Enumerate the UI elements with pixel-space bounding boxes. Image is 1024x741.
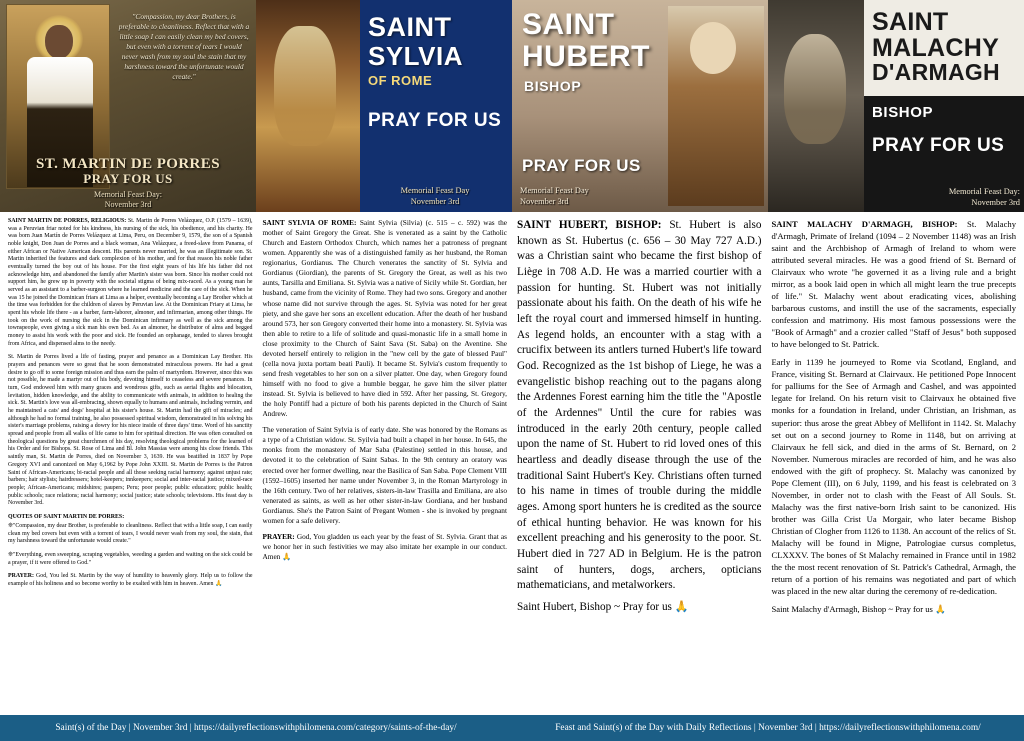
card-quote: "Compassion, my dear Brothers, is preferable to cleanliness. Reflect that with a little soap I can easily clean my bed covers, but even with a torrent of tears I would never wash from my soul the stain that my harshness toward the unfortunate would create." <box>118 12 250 81</box>
paragraph <box>517 600 762 616</box>
paragraph-body: Early in 1139 he journeyed to Rome via Scotland, England, and France, visiting St. Bernard at Clairvaux. He petitioned Pope Innocent for palliums for the See of Armagh and Cashel, and was appointed legate for Ireland. On his return visit to Clairvaux he obtained five monks for a foundation in Ireland, under Christian, an Irishman, as superior: thus arose the great Abbey of Mellifont in 1142. St. Malachy set out on a second journey to Rome in 1148, but on arriving at Clairvaux he fell sick, and died in the arms of St. Bernard, on 2 November. Numerous miracles are recorded of him, and he was also endowed with the gift of prophecy. St. Malachy was canonized by Pope Clement (III), on 6 July, 1199, and his feast is celebrated on 3 November, in order not to clash with the Feast of All Souls. St. Malachy was the first native-born Irish saint to be canonized. His brother was Gilla Crist Ua Morgair, who later became Bishop Christian of Clogher from 1126 to 1138. An account of the relics of St. Malachy will be found in Migne, Patrologiae cursus completus, CLXXXV. The bones of St Malachy remained in France until in 1982 the the most recent renovation of St. Patrick's Cathedral, Armagh, the return of a portion of his remains was negotiated and part of which was placed in the new altar during the ceremony of re-dedication. <box>771 357 1016 596</box>
prayer-body: God, You gladden us each year by the feast of St. Sylvia. Grant that as we honor her in such festivities we may also imitate her example in our conduct. Amen 🙏 <box>262 531 507 561</box>
card-pray-text: PRAY FOR US <box>522 156 641 175</box>
card-line-2: HUBERT <box>522 40 650 73</box>
prayer-body: God, You led St. Martin by the way of humility to heavenly glory. Help us to follow the example of his holiness and so become worthy to be exalted with him in heaven. Amen 🙏 <box>8 573 253 587</box>
saint-card-hubert <box>512 0 768 212</box>
paragraph <box>263 218 508 419</box>
saint-malachy-illustration <box>768 0 864 212</box>
footer-left-text[interactable]: Saint(s) of the Day | November 3rd | https://dailyreflectionswithphilomena.com/category/saints-of-the-day/ <box>55 723 457 733</box>
paragraph <box>772 603 1017 615</box>
card-title <box>522 10 650 72</box>
saint-heading: SAINT MARTIN DE PORRES, RELIGIOUS: <box>8 218 127 224</box>
paragraph <box>8 573 253 588</box>
saint-cards-row <box>0 0 1024 212</box>
page-footer <box>0 715 1024 741</box>
saint-card-malachy-darmagh <box>768 0 1024 212</box>
card-subtitle-text: BISHOP <box>872 104 934 121</box>
paragraph-body: St. Malachy d'Armagh, Primate of Ireland (1094 – 2 November 1148) was an Irish saint and the Archbishop of Armagh of Ireland to whom were attributed several miracles. He was a good friend of St. Bernard of Clairvaux who wrote "he governed it as a living rule and a bright mirror, as a book laid open in which all might learn the true precepts of life." St. Malachy went about eradicating vices, abolishing barbarous customs, and instill the use of the sacraments, especially confession and matrimony. His most famous possessions were the "Book of Armagh" and a crozier called "Staff of Jesus" both supposed to have belonged to St. Patrick. <box>771 219 1016 350</box>
saint-sylvia-illustration <box>256 0 360 212</box>
card-text-panel <box>360 0 512 212</box>
quote-2: ❊"Everything, even sweeping, scraping vegetables, weeding a garden and waiting on the sick could be a prayer, if it were offered to God." <box>8 551 253 566</box>
prayer-label: PRAYER: <box>262 531 295 541</box>
saint-hubert-illustration <box>668 6 764 206</box>
footer-right-text[interactable]: Feast and Saint(s) of the Day with Daily Reflections | November 3rd | https://dailyreflectionswithphilomena.com/ <box>555 723 981 733</box>
paragraph <box>263 532 508 562</box>
prayer-label: PRAYER: <box>8 573 34 580</box>
closing-invocation: Saint Hubert, Bishop ~ Pray for us 🙏 <box>517 601 689 614</box>
closing-invocation: Saint Malachy d'Armagh, Bishop ~ Pray for us 🙏 <box>771 603 946 614</box>
card-feast <box>360 186 510 208</box>
card-line-3: OF ROME <box>368 73 433 88</box>
quote-1: ❊"Compassion, my dear Brother, is preferable to cleanliness. Reflect that with a little soap, I can easily clean my bed covers but even with a torrent of tears, I would never wash from my soul, the stain, that my harshness toward the unfortunate would create." <box>8 522 253 545</box>
feast-label: Memorial Feast Day <box>520 186 589 196</box>
feast-date: November 3rd <box>520 197 569 207</box>
saint-card-martin-de-porres <box>0 0 256 212</box>
card-pray-text: PRAY FOR US <box>872 135 1005 156</box>
feast-date: November 3rd <box>410 197 460 207</box>
card-subtitle-text: BISHOP <box>524 78 582 94</box>
article-columns <box>0 212 1024 712</box>
card-line-1: SAINT <box>368 12 452 42</box>
card-line-2: SYLVIA <box>368 41 463 71</box>
card-subtitle-text: PRAY FOR US <box>83 171 173 187</box>
card-line-3: D'ARMAGH <box>872 59 1000 85</box>
card-title <box>0 157 256 186</box>
feast-label: Memorial Feast Day <box>400 186 470 196</box>
quotes-heading: QUOTES OF SAINT MARTIN DE PORRES: <box>8 513 125 520</box>
paragraph <box>8 523 253 546</box>
paragraph-body: Saint Sylvia (Silvia) (c. 515 – c. 592) was the mother of Saint Gregory the Great. She is venerated as a saint by the Catholic Church and Eastern Orthodox Church, which names her a patroness of pregnant women. Apparently she was of a distinguished family as her husband, the Roman regionarius, Gordianus. The Church venerates the sanctity of St. Sylvia and Gordianus (Giordian), the parents of St. Gregory the Great, as well as his two aunts, Tarsilla and Emiliana. St. Sylvia was a native of Sicily while St. Gordian, her husband, came from the vicinity of Rome. They had two sons. Gregory and another whose name did not survive through the ages. St. Sylvia was noted for her great piety, and she gave her sons an excellent education. After the death of her husband around 573, her son Gregory converted their home into a monastery. St. Sylvia was then able to retire to a life of solitude and quasi-monastic life in a small home in close proximity to the Church of Saint Sava (St. Saba) on the Aventine. She devoted herself entirely to religion in the "new cell by the gate of blessed Paul" (cella nova juxta portam beati Pauli). It became St. Sylvia's custom frequently to send fresh vegetables to her son on a silver platter. One day, when Gregory found himself with no food to give a humble beggar, he gave him the silver platter instead. St. Sylvia is believed to have died in 592. After her passing, St. Gregory, the holy Pontiff had a picture of both his parents depicted in the Church of Saint Andrew. <box>262 218 507 419</box>
column-sylvia-of-rome <box>263 218 508 712</box>
feast-date: November 3rd <box>104 200 152 209</box>
paragraph-body: St. Martin de Porres Velázquez, O.P. (1579 – 1639), was a Peruvian friar noted for his kindness, his nursing of the sick, his obedience, and his charity. He was born Juan Martín de Porres Velázquez at Lima, Peru, on December 9, 1579, the son of a Spanish noble knight, Don Juan de Porres and a black woman, Ana Velázquez, a freed-slave from Panama, of either African or Native American descent. His parents never married, he was an illegitimate son. St. Martin inherited the features and dark complexion of his mother, and for that reason his noble father eventually turned the boy out of his house. For the first eight years of his life his father did not acknowledge him, and abandoned the family after Martin's sister was born. Since his mother could not support him, he grew up in poverty with the societal stigma of being mix-raced. As a young man he served as an assistant to a barber-surgeon where he learned medicine and the care of the sick. When he was 15 he joined the Dominican friars at Lima as a helper, eventually becoming a Lay Brother which at the time was forbidden for the children of slaves by Peruvian law. At the Dominican Friary at Lima, he spent his whole life there - as a barber, farm-laborer, almoner, and infirmarian, among other things. He took on the work of nursing the sick in the Dominican infirmary as well as the sick among the townspeople, even giving a sick man his own bed. As an almoner, he distributor of alms and begged money to assist his work with the poor and sick. He founded an orphanage, tended to slaves brought from Africa, and dispensed alms to the needy. <box>8 218 253 347</box>
saint-heading: SAINT SYLVIA OF ROME: <box>262 218 357 227</box>
card-feast <box>520 186 680 208</box>
column-hubert <box>517 218 762 712</box>
card-title-text: ST. MARTIN DE PORRES <box>36 155 220 172</box>
card-line-1: SAINT <box>872 8 949 36</box>
paragraph <box>8 552 253 567</box>
saint-card-sylvia-of-rome <box>256 0 512 212</box>
saint-heading: SAINT HUBERT, BISHOP: <box>517 219 662 231</box>
card-line-1: SAINT <box>522 8 615 41</box>
paragraph <box>263 425 508 526</box>
column-malachy-darmagh <box>772 218 1017 712</box>
feast-label: Memorial Feast Day: <box>948 187 1020 197</box>
saint-heading: SAINT MALACHY D'ARMAGH, BISHOP: <box>771 219 958 229</box>
card-feast <box>0 190 256 210</box>
face-shape <box>45 25 73 59</box>
column-martin-de-porres <box>8 218 253 712</box>
paragraph <box>772 356 1017 597</box>
card-pray-text: PRAY FOR US <box>368 110 502 131</box>
paragraph-body: St. Martin de Porres lived a life of fasting, prayer and penance as a Dominican Lay Brother. His prayers and penances were so great that he soon demonstrated miraculous powers. He had a great desire to go off to some foreign mission and thus earn the palm of martyrdom. However, since this was not possible, he made a martyr out of his body, devoting himself to ceaseless and severe penances. In turn, God endowed him with many graces and wondrous gifts, such as aerial flights and bilocation, levitation, hidden knowledge, and the ability to communicate with animals, in addition to healing the sick. St. Martin's love was all-embracing, shown equally to humans and animals, including vermin, and he maintained a cats' and dogs' hospital at his sister's house. St. Martin had the gift of miracles; and although he had no formal training, he also possessed spiritual wisdom, demonstrated in his solving his sister's marriage problems, raising a dowry for his niece inside of three days' time. Word of his sanctity spread and people from all walks of life came to him for spiritual direction. He was often consulted on theological questions by great churchmen of his day, resolving theological problems for the learned of his Order and for Bishops. St. Rose of Lima and Bl. John Massias were among his close friends. This saintly man, St. Martin de Porres, died on November 3, 1639. He was beatified in 1837 by Pope Gregory XVI and canonized on May 6,1962 by Pope John XXIII. St. Martin de Porres is the Patron Saint of African-Americans; bi-racial people and all those seeking racial harmony; against unjust rate; barbers; hair stylists; hairdressers; hotel-keepers; innkeepers; social and inter-racial justice; mixed-race people; African-Americans; midshires; paupers; Peru; poor people; public education; public health; public schools; race relations; racial harmony; social justice; state schools; televisions. His feast day is November 3rd. <box>8 354 253 507</box>
paragraph-body: The veneration of Saint Sylvia is of early date. She was honored by the Romans as a type of a Christian widow. St. Syilvia had built a chapel in her house. In 645, the monks from the monastery of Mar Saba (Palestine) settled in this house, and devoted it to the celebration of Saint Sabas. In the 9th century an oratory was erected over her former dwelling, near the Basilica of San Saba. Pope Clement VIII (1592–1605) inserted her name under November 3, in the Roman Martyrology in the 16th century. Two of her relatives, sisters-in-law Trasilla and Emiliana, are also venerated as saints, as well as her other sister-in-law Gordiana, and her husband Gordianus. She's the Patron Saint of Pregant Women - she is invoked by pregnant women for a safe delivery. <box>262 425 507 525</box>
paragraph-body: St. Hubert is also known as St. Hubertus (c. 656 – 30 May 727 A.D.) was a Christian saint who became the first bishop of Liège in 708 A.D. He was a married courtier with a passion for hunting. St. Hubert was not initially passionate about his faith. On the death of his wife he left the royal court and immersed himself in hunting. As legend holds, an encounter with a stag with a crucifix between its antlers turned Hubert's life toward God. Recognized as the 1st bishop of Liege, he was a evangelistic bishop reaching out to the pagans along the Ardennes Forest earning him the title the "Apostle of the Ardennes" Until the cure for rabies was introduced in the early 20th century, people called upon the name of St. Hubert to rid loved ones of this heartless and deadly disease through the use of the traditional Saint Hubert's Key. Christians often turned to his name in times of trouble during the middle ages. Among sport hunters he is credited as the source of ethical hunting behavior. He was known for his excellent preaching and his generosity to the poor. St. Hubert died in 727 AD in Belgium. He is the patron saint of hunters, dogs, archers, opticians mathematicians, and metalworkers. <box>517 219 762 592</box>
paragraph <box>517 218 762 594</box>
feast-label: Memorial Feast Day: <box>94 190 162 199</box>
card-feast <box>868 187 1020 209</box>
paragraph <box>8 354 253 507</box>
paragraph <box>772 218 1017 350</box>
paragraph <box>8 218 253 348</box>
feast-date: November 3rd <box>971 198 1020 208</box>
card-line-2: MALACHY <box>872 33 1000 62</box>
